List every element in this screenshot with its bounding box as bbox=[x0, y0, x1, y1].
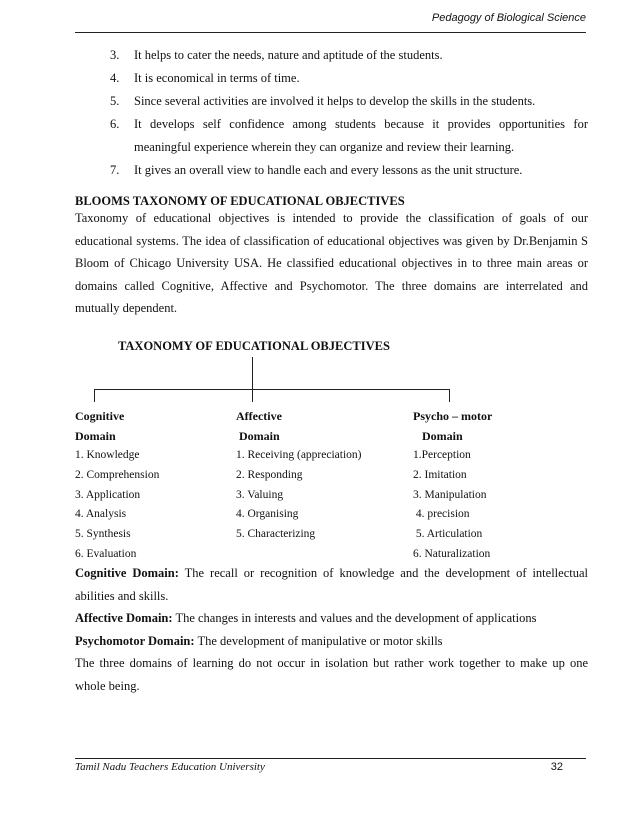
list-item-text: It develops self confidence among students because it provides opportunities for meaningful experience wherein they can organize and review their learning. bbox=[134, 117, 588, 154]
list-item: 3. Manipulation bbox=[413, 488, 487, 501]
section-heading: BLOOMS TAXONOMY OF EDUCATIONAL OBJECTIVES bbox=[75, 194, 405, 208]
taxonomy-chart-title: TAXONOMY OF EDUCATIONAL OBJECTIVES bbox=[118, 339, 390, 353]
definition-text: The development of manipulative or motor skills bbox=[194, 633, 443, 648]
list-item-number: 5. bbox=[110, 94, 120, 108]
closing-paragraph: The three domains of learning do not occur in isolation but rather work together to make up one whole being. bbox=[75, 656, 588, 693]
tree-branch-cognitive bbox=[94, 389, 95, 402]
list-item: 1. Knowledge bbox=[75, 449, 140, 461]
list-item bbox=[110, 67, 588, 90]
psychomotor-domain-definition bbox=[75, 630, 588, 653]
column-heading: Domain bbox=[75, 429, 116, 443]
definition-term: Cognitive Domain: bbox=[75, 566, 179, 580]
definition-term: Psychomotor Domain: bbox=[75, 633, 195, 648]
list-item: 1. Receiving (appreciation) bbox=[236, 449, 362, 461]
column-heading: Cognitive bbox=[75, 409, 125, 423]
cognitive-domain-definition bbox=[75, 562, 588, 607]
list-item bbox=[110, 159, 588, 182]
affective-domain-column bbox=[236, 406, 362, 545]
footer-rule bbox=[75, 758, 586, 759]
tree-horizontal-line bbox=[94, 389, 450, 390]
list-item bbox=[110, 44, 588, 67]
definition-text: The changes in interests and values and the development of applications bbox=[172, 611, 537, 625]
tree-branch-affective bbox=[252, 389, 253, 402]
list-item: 2. Imitation bbox=[413, 468, 467, 481]
definition-text: The recall or recognition of knowledge and the development of intellectual abilities and skills. bbox=[75, 566, 588, 603]
list-item bbox=[110, 90, 588, 113]
list-item: 1.Perception bbox=[413, 449, 471, 461]
list-item: 5. Articulation bbox=[413, 528, 483, 541]
list-item: 3. Valuing bbox=[236, 488, 284, 501]
definition-term: Affective Domain: bbox=[75, 611, 173, 625]
list-item: 4. Organising bbox=[236, 508, 299, 521]
header-rule bbox=[75, 32, 586, 33]
psychomotor-domain-column bbox=[413, 406, 492, 565]
list-item bbox=[110, 113, 588, 159]
running-header-title: Pedagogy of Biological Science bbox=[431, 12, 586, 24]
column-heading: Psycho – motor bbox=[413, 409, 493, 423]
list-item-number: 7. bbox=[110, 163, 120, 177]
list-item: 5. Characterizing bbox=[236, 528, 316, 541]
list-item: 2. Responding bbox=[236, 468, 303, 481]
list-item-text: It gives an overall view to handle each and every lessons as the unit structure. bbox=[134, 163, 523, 177]
page-number: 32 bbox=[550, 761, 563, 773]
list-item: 6. Evaluation bbox=[75, 547, 137, 560]
list-item-number: 6. bbox=[110, 117, 120, 131]
advantages-list bbox=[110, 44, 588, 182]
column-heading: Affective bbox=[236, 409, 282, 423]
list-item: 4. Analysis bbox=[75, 508, 127, 521]
tree-branch-psychomotor bbox=[449, 389, 450, 402]
tree-stem-line bbox=[252, 357, 253, 389]
section-intro-paragraph: Taxonomy of educational objectives is intended to provide the classification of goals of our educational systems. The idea of classification of educational objectives was given by Dr.Benjamin S Bloom of Chicago University USA. He classified educational objectives in to three main areas or domains called Cognitive, Affective and Psychomotor. The three domains are interrelated and mutually dependent. bbox=[75, 211, 588, 315]
footer-university-name: Tamil Nadu Teachers Education University bbox=[75, 761, 265, 773]
list-item-number: 3. bbox=[110, 48, 120, 62]
column-heading: Domain bbox=[236, 429, 280, 443]
affective-domain-definition bbox=[75, 607, 588, 630]
list-item-text: Since several activities are involved it helps to develop the skills in the students. bbox=[134, 94, 536, 108]
list-item: 6. Naturalization bbox=[413, 547, 491, 560]
column-heading: Domain bbox=[413, 429, 463, 443]
list-item-number: 4. bbox=[110, 71, 120, 85]
list-item: 5. Synthesis bbox=[75, 528, 131, 541]
list-item-text: It is economical in terms of time. bbox=[134, 71, 300, 85]
list-item: 2. Comprehension bbox=[75, 468, 160, 481]
domain-definitions bbox=[75, 562, 588, 697]
list-item-text: It helps to cater the needs, nature and aptitude of the students. bbox=[134, 48, 443, 62]
list-item: 4. precision bbox=[413, 508, 470, 521]
cognitive-domain-column bbox=[75, 406, 159, 565]
list-item: 3. Application bbox=[75, 488, 141, 501]
